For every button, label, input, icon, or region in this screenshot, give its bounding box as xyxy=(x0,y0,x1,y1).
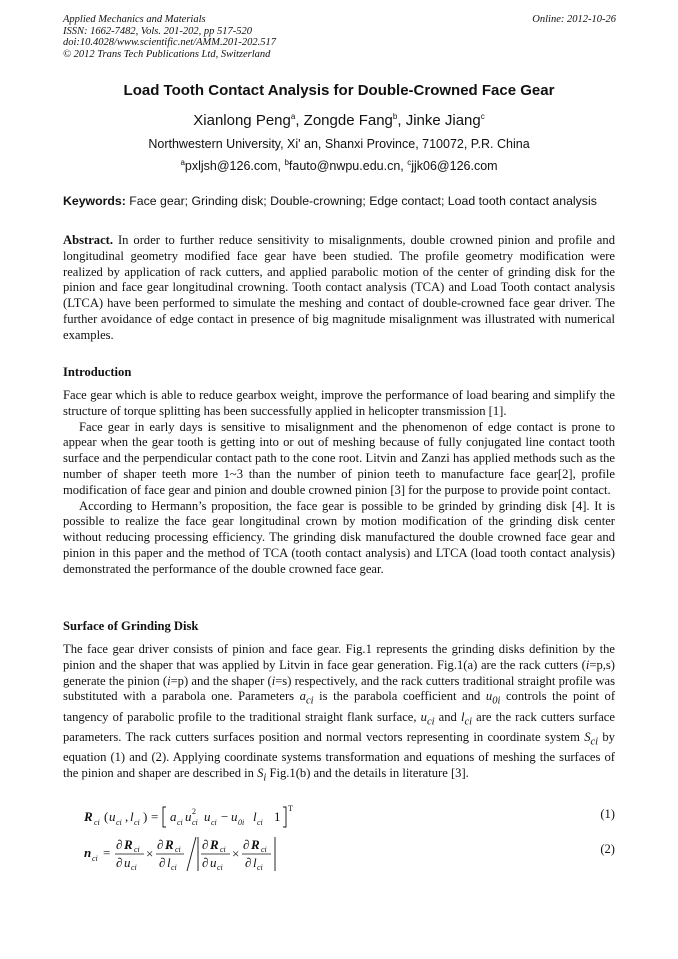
author-2: Zongde Fang xyxy=(303,112,393,129)
svg-text:2: 2 xyxy=(192,807,196,816)
equation-1 xyxy=(84,803,324,833)
svg-text:∂: ∂ xyxy=(116,855,123,870)
svg-text:ci: ci xyxy=(134,845,140,854)
abstract-label: Abstract. xyxy=(63,233,114,247)
svg-text:ci: ci xyxy=(177,818,183,827)
svg-text:u: u xyxy=(231,809,238,824)
equation-1-number: (1) xyxy=(600,807,615,821)
svg-text:ci: ci xyxy=(175,845,181,854)
svg-text:(: ( xyxy=(104,809,109,824)
svg-text:T: T xyxy=(288,804,293,813)
svg-text:,: , xyxy=(125,809,129,824)
affiliation: Northwestern University, Xi' an, Shanxi Province, 710072, P.R. China xyxy=(148,137,530,151)
svg-text:∂: ∂ xyxy=(157,837,164,852)
svg-text:−: − xyxy=(221,809,229,824)
journal-header xyxy=(63,14,276,60)
introduction-body xyxy=(63,388,615,578)
svg-text:ci: ci xyxy=(211,818,217,827)
svg-text:R: R xyxy=(165,837,174,852)
svg-text:l: l xyxy=(130,809,134,824)
doi-line: doi:10.4028/www.scientific.net/AMM.201-202.517 xyxy=(63,37,276,48)
section-heading-grinding-disk: Surface of Grinding Disk xyxy=(63,619,199,633)
equation-2 xyxy=(84,836,284,872)
svg-text:ci: ci xyxy=(92,854,98,863)
paragraph: According to Hermann’s proposition, the face gear is possible to be grinded by grinding disk [4]. It is possible to realize the face gear longitudinal crown by motion modification of the grinding disk center without reducing processing efficiency. The grinding disk manufactured the double crowned face gear and pinion in this paper and the method of TCA (tooth contact analysis) and LTCA (load tooth contact analysis) demonstrated the performance of the double crowned face gear. xyxy=(63,498,615,576)
svg-text:×: × xyxy=(146,846,154,861)
paragraph: The face gear driver consists of pinion and face gear. Fig.1 represents the grinding disks definition by the pinion and the shaper that was applied by Litvin in face gear generation. Fig.1(a) are the rack cutters (i=p,s) generate the pinion (i=p) and the shaper (i=s) respectively, and the rack cutters traditional straight profile was substituted with a parabola one. Parameters $a_{ci}$ is the parabola coefficient and $u_{0i}$ controls the point of tangency of parabolic profile to the traditional straight flank surface, $u_{ci}$ and $l_{ci}$ are the rack cutters surface parameters. The rack cutters surfaces position and normal vectors representing in coordinate system $S_{ci}$ by equation (1) and (2). Applying coordinate systems transformation and equations of meshing the surfaces of the pinion and shaper are described in $S_i$ Fig.1(b) and the details in literature [3]. xyxy=(63,642,616,784)
svg-text:u: u xyxy=(109,809,116,824)
abstract xyxy=(63,233,615,344)
svg-text:n: n xyxy=(84,845,92,860)
svg-text:ci: ci xyxy=(192,818,198,827)
svg-text:ci: ci xyxy=(257,863,263,872)
svg-text:×: × xyxy=(232,846,240,861)
author-list: Xianlong Peng$^a$, Zongde Fang$^b$, Jinke Jiang$^c$ xyxy=(193,112,485,129)
svg-text:R: R xyxy=(251,837,260,852)
abstract-text: In order to further reduce sensitivity to misalignments, double crowned pinion and profile and longitudinal geometry modified face gear have been studied. The profile geometry modification were realized by application of rack cutters, and applied parabolic motion of the center of grinding disk for the pinion and face gear longitudinal crowning. Tooth contact analysis (TCA) and Load Tooth contact analysis (LTCA) have been performed to simulate the meshing and contact of double-crowned face gear driver. The further avoidance of edge contact in presence of big magnitude misalignment was illustrated with numerical examples. xyxy=(63,233,615,342)
svg-text:0i: 0i xyxy=(238,818,245,827)
paragraph: Face gear in early days is sensitive to misalignment and the phenomenon of edge contact is prone to appear when the gear tooth is getting into or out of meshing because of fully conjugated line contact tooth surface and the perpendicular contact path to the cone root. Litvin and Zanzi has applied methods such as the number of shaper teeth more 1~3 than the number of pinion teeth to manufacture face gear[2], profile modification of face gear and pinion and double crowned pinion [3] for the purpose to provide point contact. xyxy=(63,419,615,497)
copyright-line: © 2012 Trans Tech Publications Ltd, Switzerland xyxy=(63,48,271,60)
svg-text:∂: ∂ xyxy=(159,855,166,870)
grinding-disk-body xyxy=(63,642,615,786)
svg-text:ci: ci xyxy=(171,863,177,872)
paper-title: Load Tooth Contact Analysis for Double-Crowned Face Gear xyxy=(123,82,555,99)
svg-text:u: u xyxy=(185,809,192,824)
svg-text:=: = xyxy=(103,845,111,860)
keywords-text: Face gear; Grinding disk; Double-crowning; Edge contact; Load tooth contact analysis xyxy=(125,194,597,208)
svg-text:ci: ci xyxy=(261,845,267,854)
online-date: Online: 2012-10-26 xyxy=(532,14,616,25)
journal-name: Applied Mechanics and Materials xyxy=(63,14,206,25)
svg-text:u: u xyxy=(124,855,131,870)
svg-text:ci: ci xyxy=(94,818,100,827)
svg-text:=: = xyxy=(151,809,159,824)
svg-text:R: R xyxy=(210,837,219,852)
svg-text:l: l xyxy=(167,855,171,870)
svg-text:l: l xyxy=(253,809,257,824)
section-heading-introduction: Introduction xyxy=(63,365,132,379)
email-list: $^a$pxljsh@126.com, $^b$fauto@nwpu.edu.cn, $^c$jjk06@126.com xyxy=(180,157,498,173)
author-1: Xianlong Peng xyxy=(193,112,291,129)
svg-text:∂: ∂ xyxy=(202,837,209,852)
svg-text:): ) xyxy=(143,809,148,824)
svg-text:l: l xyxy=(253,855,257,870)
svg-text:∂: ∂ xyxy=(116,837,123,852)
svg-text:ci: ci xyxy=(220,845,226,854)
svg-text:ci: ci xyxy=(217,863,223,872)
svg-text:∂: ∂ xyxy=(202,855,209,870)
svg-text:u: u xyxy=(204,809,211,824)
svg-text:ci: ci xyxy=(134,818,140,827)
svg-text:∂: ∂ xyxy=(245,855,252,870)
author-3: Jinke Jiang xyxy=(405,112,481,129)
svg-text:1: 1 xyxy=(274,809,281,824)
svg-text:R: R xyxy=(84,809,93,824)
svg-text:ci: ci xyxy=(116,818,122,827)
svg-text:u: u xyxy=(210,855,217,870)
svg-text:a: a xyxy=(170,809,177,824)
keywords xyxy=(63,194,615,208)
svg-text:∂: ∂ xyxy=(243,837,250,852)
svg-text:ci: ci xyxy=(131,863,137,872)
equation-2-number: (2) xyxy=(600,842,615,856)
paragraph: Face gear which is able to reduce gearbox weight, improve the performance of load bearing and simplify the structure of torque splitting has been successfully applied in helicopter transmission [1]. xyxy=(63,388,615,418)
keywords-label: Keywords: xyxy=(63,194,126,208)
issn-line: ISSN: 1662-7482, Vols. 201-202, pp 517-520 xyxy=(63,25,252,37)
svg-text:ci: ci xyxy=(257,818,263,827)
svg-text:R: R xyxy=(124,837,133,852)
